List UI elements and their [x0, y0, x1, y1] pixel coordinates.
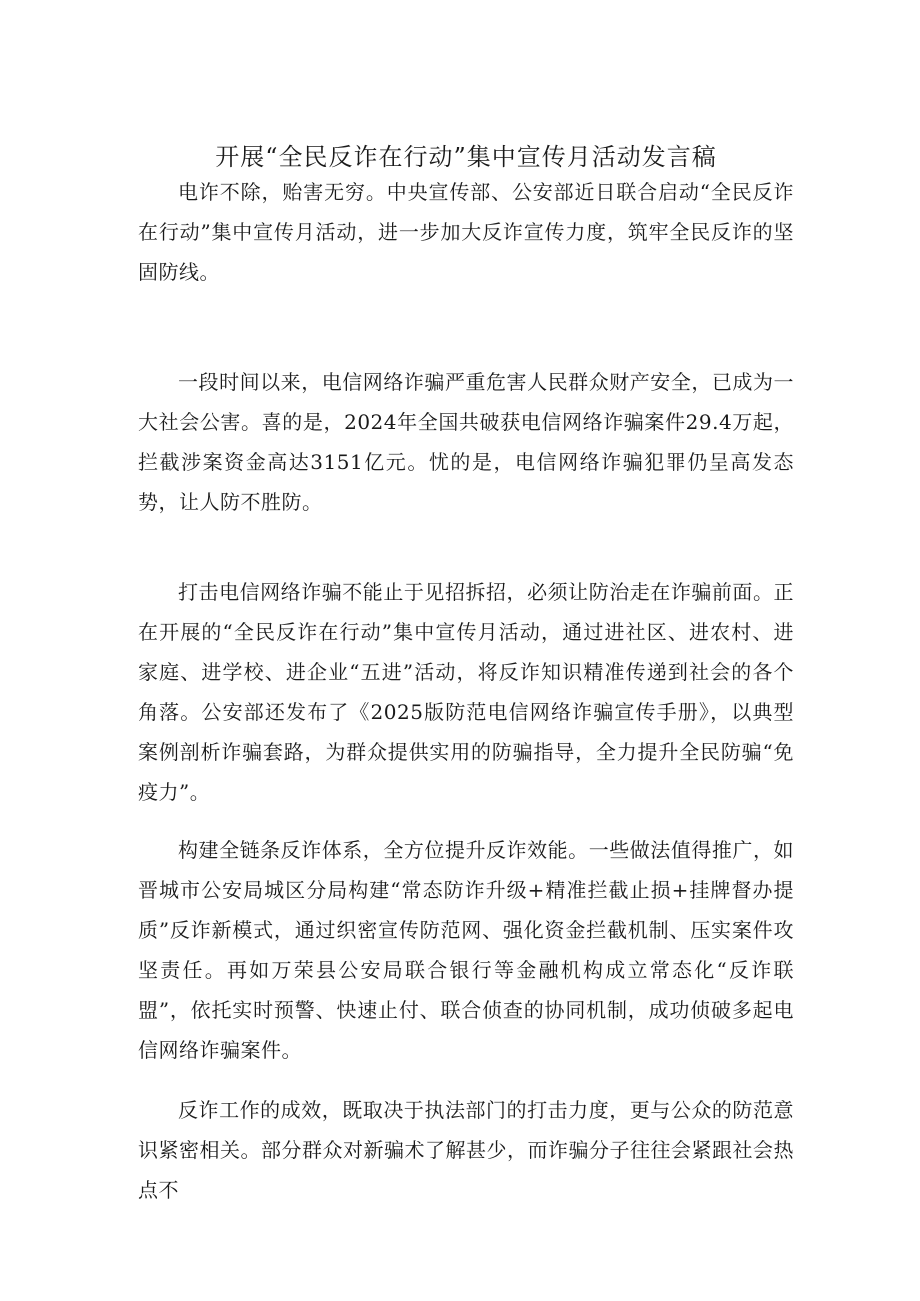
document-title: 开展“全民反诈在行动”集中宣传月活动发言稿 [215, 143, 717, 171]
paragraph-2: 一段时间以来，电信网络诈骗严重危害人民群众财产安全，已成为一大社会公害。喜的是，2024年全国共破获电信网络诈骗案件29.4万起，拦截涉案资金高达3151亿元。忧的是，电信网络诈骗犯罪仍呈高发态势，让人防不胜防。 [138, 370, 794, 514]
paragraph-1: 电诈不除，贻害无穷。中央宣传部、公安部近日联合启动“全民反诈在行动”集中宣传月活动，进一步加大反诈宣传力度，筑牢全民反诈的坚固防线。 [138, 180, 794, 284]
paragraph-5: 反诈工作的成效，既取决于执法部门的打击力度，更与公众的防范意识紧密相关。部分群众对新骗术了解甚少，而诈骗分子往往会紧跟社会热点不 [138, 1098, 794, 1202]
paragraph-3: 打击电信网络诈骗不能止于见招拆招，必须让防治走在诈骗前面。正在开展的“全民反诈在行动”集中宣传月活动，通过进社区、进农村、进家庭、进学校、进企业“五进”活动，将反诈知识精准传递到社会的各个角落。公安部还发布了《2025版防范电信网络诈骗宣传手册》，以典型案例剖析诈骗套路，为群众提供实用的防骗指导，全力提升全民防骗“免疫力”。 [138, 580, 794, 804]
paragraph-4: 构建全链条反诈体系，全方位提升反诈效能。一些做法值得推广，如晋城市公安局城区分局构建“常态防诈升级+精准拦截止损+挂牌督办提质”反诈新模式，通过织密宣传防范网、强化资金拦截机制、压实案件攻坚责任。再如万荣县公安局联合银行等金融机构成立常态化“反诈联盟”，依托实时预警、快速止付、联合侦查的协同机制，成功侦破多起电信网络诈骗案件。 [138, 838, 794, 1062]
